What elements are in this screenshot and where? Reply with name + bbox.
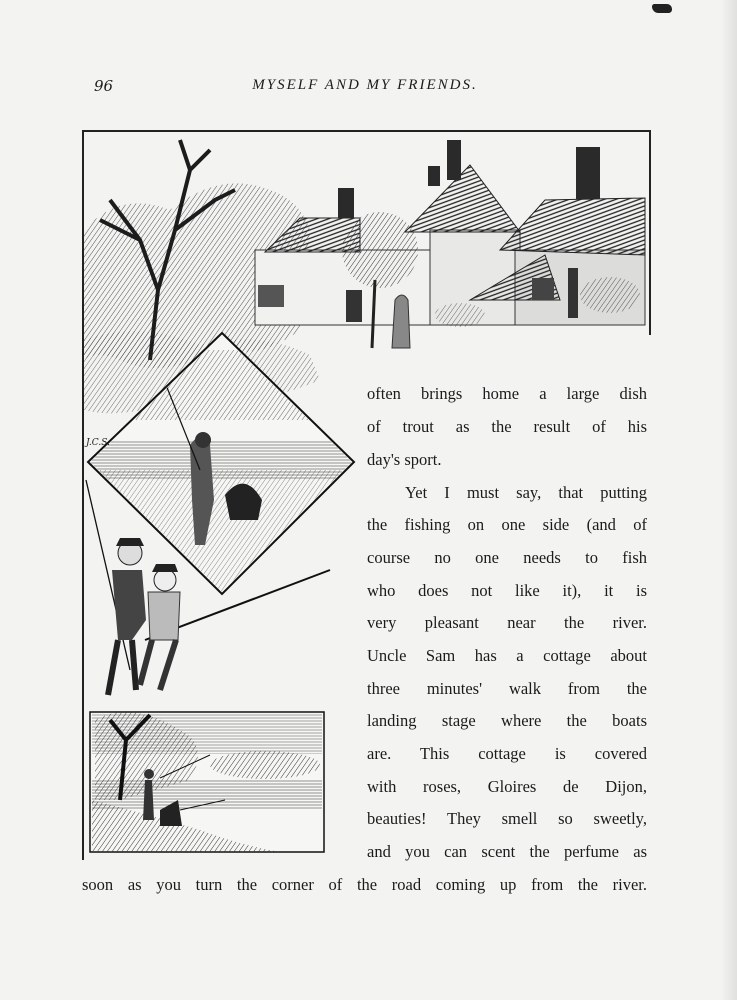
running-title: MYSELF AND MY FRIENDS. — [252, 77, 478, 93]
page-number: 96 — [94, 77, 114, 95]
body-line-4: Yet I must say, that putting — [405, 483, 647, 502]
body-line-1: often brings home a large dish — [367, 384, 647, 403]
body-line-10: three minutes' walk from the — [367, 679, 647, 698]
body-line-13: with roses, Gloires de Dijon, — [367, 777, 647, 796]
body-line-14: beauties! They smell so sweetly, — [367, 809, 647, 828]
body-line-5: the fishing on one side (and of — [367, 515, 647, 534]
body-line-9: Uncle Sam has a cottage about — [367, 646, 647, 665]
body-line-2: of trout as the result of his — [367, 417, 647, 436]
body-line-6: course no one needs to fish — [367, 548, 647, 567]
body-line-15: and you can scent the perfume as — [367, 842, 647, 861]
river-fishing-scene — [90, 712, 324, 852]
body-line-12: are. This cottage is covered — [367, 744, 647, 763]
body-line-7: who does not like it), it is — [367, 581, 647, 600]
body-line-11: landing stage where the boats — [367, 711, 647, 730]
body-line-16: soon as you turn the corner of the road coming up from the river. — [82, 875, 647, 894]
cottage-engraving — [84, 140, 645, 413]
body-line-3: day's sport. — [367, 450, 442, 469]
body-line-8: very pleasant near the river. — [367, 613, 647, 632]
illustrator-signature: J.C.S. — [86, 438, 110, 448]
